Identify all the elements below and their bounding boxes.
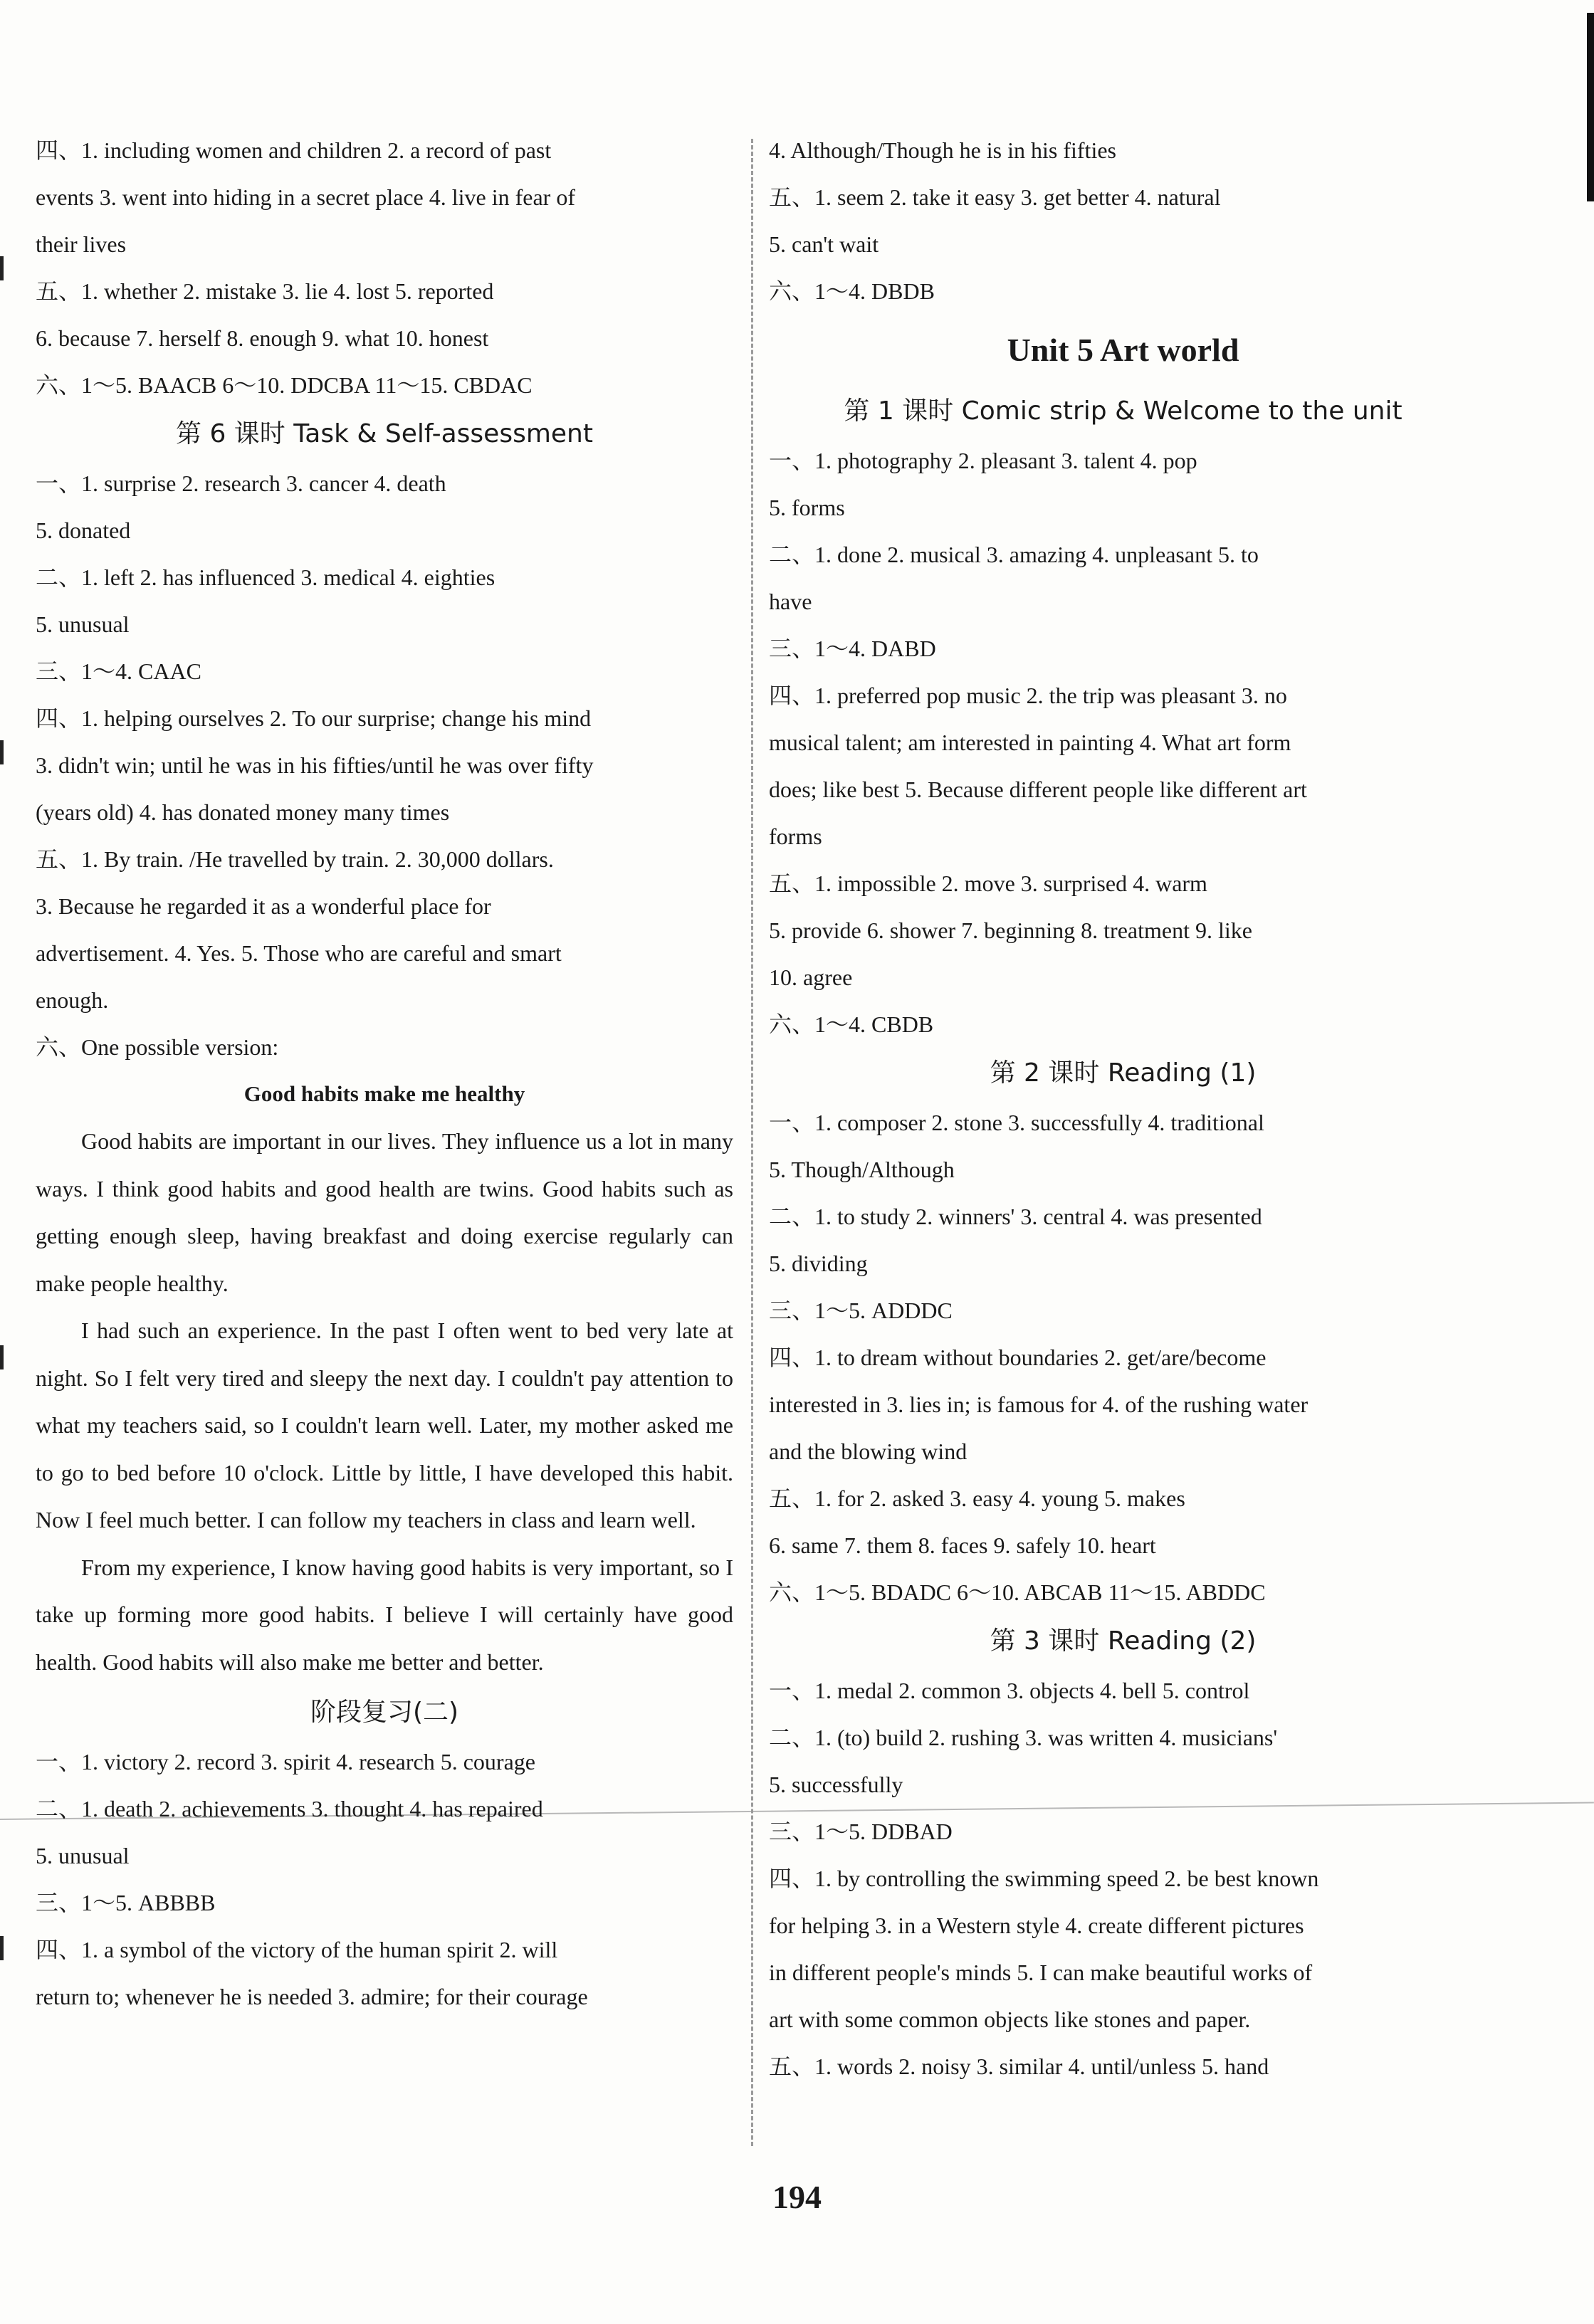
answer-line: 5. Though/Although [769, 1157, 955, 1182]
answer-line: 二、1. done 2. musical 3. amazing 4. unpleasant 5. to [769, 542, 1259, 567]
answer-line: 六、1～5. BDADC 6～10. ABCAB 11～15. ABDDC [769, 1579, 1266, 1605]
answer-line: 四、1. a symbol of the victory of the human spirit 2. will [36, 1937, 558, 1962]
answer-line: musical talent; am interested in painting 4. What art form [769, 730, 1291, 755]
scan-edge-bar [1587, 13, 1594, 201]
answer-line: art with some common objects like stones and paper. [769, 2007, 1251, 2032]
answer-line: 三、1～4. CAAC [36, 658, 201, 684]
answer-line: their lives [36, 231, 127, 257]
answer-line: return to; whenever he is needed 3. admire; for their courage [36, 1984, 588, 2009]
answer-block-review-continued [769, 127, 1477, 315]
answer-line: 四、1. to dream without boundaries 2. get/are/become [769, 1345, 1267, 1370]
answer-line: 三、1～5. DDBAD [769, 1819, 953, 1844]
answer-line: 4. Although/Though he is in his fifties [769, 137, 1116, 163]
margin-tick [0, 1936, 4, 1960]
answer-line: interested in 3. lies in; is famous for 4. of the rushing water [769, 1392, 1309, 1417]
answer-block-lesson2 [769, 1099, 1477, 1616]
section-heading-lesson2: 第 2 课时 Reading (1) [990, 1058, 1257, 1088]
answer-block-lesson3 [769, 1667, 1477, 2090]
answer-line: 6. same 7. them 8. faces 9. safely 10. heart [769, 1532, 1156, 1558]
answer-block-lesson1 [769, 437, 1477, 1048]
answer-line: 五、1. By train. /He travelled by train. 2. 30,000 dollars. [36, 846, 554, 872]
section-heading-lesson3: 第 3 课时 Reading (2) [990, 1626, 1257, 1656]
margin-tick [0, 740, 4, 764]
answer-line: 六、1～4. CBDB [769, 1011, 934, 1037]
answer-line: 六、1～5. BAACB 6～10. DDCBA 11～15. CBDAC [36, 372, 533, 398]
left-column [36, 127, 733, 2020]
answer-line: events 3. went into hiding in a secret place 4. live in fear of [36, 184, 575, 210]
essay-paragraph: From my experience, I know having good habits is very important, so I take up forming more good habits. I believe I will certainly have good health. Good habits will also make me better and better. [36, 1554, 733, 1675]
section-heading-lesson6: 第 6 课时 Task & Self-assessment [176, 419, 593, 448]
answer-line: 5. provide 6. shower 7. beginning 8. treatment 9. like [769, 917, 1252, 943]
answer-line: 二、1. death 2. achievements 3. thought 4. has repaired [36, 1796, 543, 1821]
margin-tick [0, 256, 4, 280]
answer-line: (years old) 4. has donated money many times [36, 799, 450, 825]
answer-line: and the blowing wind [769, 1439, 968, 1464]
answer-line: 三、1～5. ABBBB [36, 1890, 216, 1915]
answer-line: 一、1. victory 2. record 3. spirit 4. research 5. courage [36, 1749, 535, 1774]
answer-line: 二、1. to study 2. winners' 3. central 4. was presented [769, 1204, 1262, 1229]
answer-line: 5. can't wait [769, 231, 879, 257]
unit-title: Unit 5 Art world [1007, 332, 1239, 368]
answer-line: 三、1～4. DABD [769, 636, 936, 661]
answer-line: 一、1. photography 2. pleasant 3. talent 4. pop [769, 448, 1197, 473]
essay-title: Good habits make me healthy [243, 1081, 525, 1106]
answer-line: 五、1. words 2. noisy 3. similar 4. until/unless 5. hand [769, 2054, 1269, 2079]
answer-line: 二、1. (to) build 2. rushing 3. was written 4. musicians' [769, 1725, 1278, 1750]
answer-line: 五、1. seem 2. take it easy 3. get better 4. natural [769, 184, 1221, 210]
answer-line: 3. didn't win; until he was in his fifties/until he was over fifty [36, 752, 594, 778]
essay-paragraph: I had such an experience. In the past I often went to bed very late at night. So I felt very tired and sleepy the next day. I couldn't pay attention to what my teachers said, so I couldn't learn well. Later, my mother asked me to go to bed before 10 o'clock. Little by little, I have developed this habit. Now I feel much better. I can follow my teachers in class and learn well. [36, 1318, 733, 1532]
answer-line: 五、1. for 2. asked 3. easy 4. young 5. makes [769, 1486, 1185, 1511]
answer-line: 5. dividing [769, 1251, 868, 1276]
page-number: 194 [772, 2179, 822, 2215]
section-heading-review: 阶段复习(二) [310, 1698, 459, 1727]
answer-line: 6. because 7. herself 8. enough 9. what 10. honest [36, 325, 489, 351]
answer-line: in different people's minds 5. I can make beautiful works of [769, 1960, 1313, 1985]
answer-line: 5. unusual [36, 611, 130, 637]
answer-block-review [36, 1738, 733, 2020]
right-column [769, 127, 1477, 2090]
answer-line: 六、1～4. DBDB [769, 278, 935, 304]
answer-line: 二、1. left 2. has influenced 3. medical 4. eighties [36, 564, 495, 590]
answer-line: 5. successfully [769, 1772, 903, 1797]
answer-line: 一、1. medal 2. common 3. objects 4. bell 5. control [769, 1678, 1250, 1703]
answer-block-lesson6 [36, 460, 733, 1071]
answer-line: 四、1. by controlling the swimming speed 2. be best known [769, 1866, 1319, 1891]
answer-line: 六、One possible version: [36, 1034, 279, 1060]
answer-line: forms [769, 824, 822, 849]
answer-line: 5. unusual [36, 1843, 130, 1868]
answer-line: 3. Because he regarded it as a wonderful place for [36, 893, 491, 919]
answer-line: 10. agree [769, 964, 853, 990]
answer-line: 一、1. surprise 2. research 3. cancer 4. death [36, 470, 446, 496]
answer-line: 5. donated [36, 517, 131, 543]
answer-line: 四、1. helping ourselves 2. To our surprise; change his mind [36, 705, 592, 731]
answer-line: have [769, 589, 812, 614]
column-divider [751, 139, 753, 2146]
answer-line: 一、1. composer 2. stone 3. successfully 4. traditional [769, 1110, 1264, 1135]
answer-line: 三、1～5. ADDDC [769, 1298, 953, 1323]
answer-line: enough. [36, 987, 109, 1013]
section-heading-lesson1: 第 1 课时 Comic strip & Welcome to the unit [844, 396, 1402, 426]
answer-line: 四、1. including women and children 2. a record of past [36, 137, 552, 163]
answer-line: 五、1. whether 2. mistake 3. lie 4. lost 5. reported [36, 278, 494, 304]
answer-line: 四、1. preferred pop music 2. the trip was pleasant 3. no [769, 683, 1287, 708]
answer-line: 5. forms [769, 495, 845, 520]
answer-line: advertisement. 4. Yes. 5. Those who are careful and smart [36, 940, 562, 966]
essay-paragraph: Good habits are important in our lives. They influence us a lot in many ways. I think good habits and good health are twins. Good habits such as getting enough sleep, having breakfast and doing exercise regularly can make people healthy. [36, 1128, 733, 1296]
answer-block-unit4-lesson5 [36, 127, 733, 409]
answer-line: for helping 3. in a Western style 4. create different pictures [769, 1913, 1304, 1938]
margin-tick [0, 1345, 4, 1369]
answer-line: 五、1. impossible 2. move 3. surprised 4. warm [769, 871, 1207, 896]
answer-line: does; like best 5. Because different people like different art [769, 777, 1307, 802]
